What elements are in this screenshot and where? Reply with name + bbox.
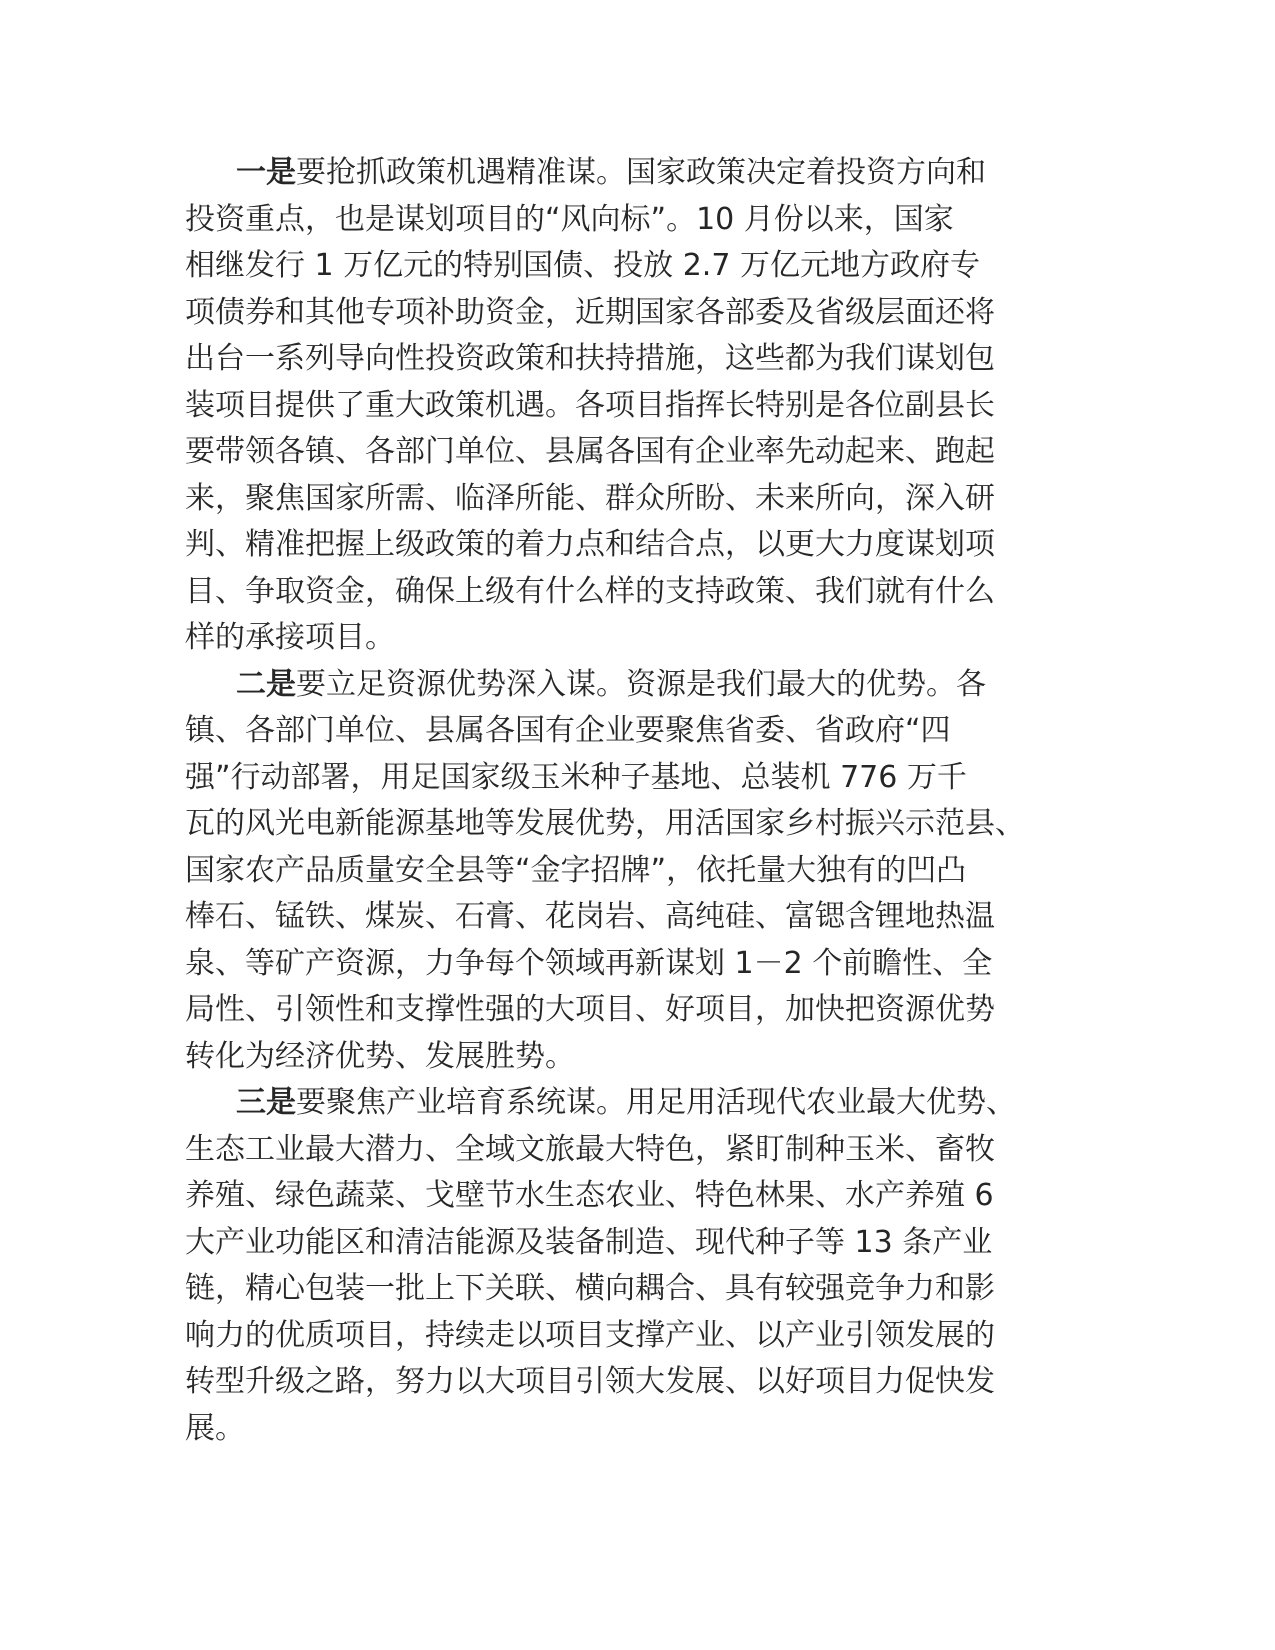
paragraph-line-text: 要抢抓政策机遇精准谋。国家政策决定着投资方向和	[296, 155, 986, 190]
paragraph-line: 目、争取资金，确保上级有什么样的支持政策、我们就有什么	[185, 573, 995, 609]
paragraph-line: 相继发行 1 万亿元的特别国债、投放 2.7 万亿元地方政府专	[185, 248, 980, 283]
document-body	[185, 150, 1085, 1452]
paragraph-lead: 二是	[236, 666, 296, 702]
paragraph-line: 投资重点，也是谋划项目的“风向标”。10 月份以来，国家	[185, 201, 954, 237]
paragraph-line: 响力的优质项目，持续走以项目支撑产业、以产业引领发展的	[185, 1317, 995, 1353]
paragraph-line: 强”行动部署，用足国家级玉米种子基地、总装机 776 万千	[185, 759, 967, 795]
paragraph-line: 要带领各镇、各部门单位、县属各国有企业率先动起来、跑起	[185, 434, 995, 469]
paragraph-line: 国家农产品质量安全县等“金字招牌”，依托量大独有的凹凸	[185, 852, 967, 888]
paragraph-line: 项债券和其他专项补助资金，近期国家各部委及省级层面还将	[185, 294, 995, 330]
paragraph-line: 生态工业最大潜力、全域文旅最大特色，紧盯制种玉米、畜牧	[185, 1131, 995, 1167]
paragraph-line: 棒石、锰铁、煤炭、石膏、花岗岩、高纯硅、富锶含锂地热温	[185, 899, 995, 934]
paragraph-line: 来，聚焦国家所需、临泽所能、群众所盼、未来所向，深入研	[185, 480, 995, 516]
paragraph-first-line	[185, 662, 1085, 709]
paragraph-2	[185, 662, 1085, 1081]
paragraph-line: 大产业功能区和清洁能源及装备制造、现代种子等 13 条产业	[185, 1224, 993, 1260]
paragraph-line: 链，精心包装一批上下关联、横向耦合、具有较强竞争力和影	[185, 1271, 995, 1306]
paragraph-lead: 一是	[236, 155, 296, 190]
paragraph-line-text: 要立足资源优势深入谋。资源是我们最大的优势。各	[296, 666, 986, 702]
paragraph-line-text: 要聚焦产业培育系统谋。用足用活现代农业最大优势、	[296, 1085, 1016, 1120]
paragraph-line: 装项目提供了重大政策机遇。各项目指挥长特别是各位副县长	[185, 387, 995, 423]
paragraph-line: 样的承接项目。	[185, 620, 395, 655]
paragraph-line: 瓦的风光电新能源基地等发展优势，用活国家乡村振兴示范县、	[185, 806, 1025, 841]
paragraph-1	[185, 150, 1085, 662]
paragraph-lead: 三是	[236, 1085, 296, 1120]
paragraph-3	[185, 1080, 1085, 1452]
paragraph-first-line	[185, 150, 1085, 197]
paragraph-line: 局性、引领性和支撑性强的大项目、好项目，加快把资源优势	[185, 992, 995, 1027]
paragraph-line: 泉、等矿产资源，力争每个领域再新谋划 1－2 个前瞻性、全	[185, 945, 993, 981]
paragraph-line: 出台一系列导向性投资政策和扶持措施，这些都为我们谋划包	[185, 341, 995, 376]
paragraph-line: 转型升级之路，努力以大项目引领大发展、以好项目力促快发	[185, 1364, 995, 1399]
paragraph-line: 转化为经济优势、发展胜势。	[185, 1038, 575, 1074]
paragraph-line: 判、精准把握上级政策的着力点和结合点，以更大力度谋划项	[185, 527, 995, 562]
paragraph-line: 镇、各部门单位、县属各国有企业要聚焦省委、省政府“四	[185, 713, 951, 748]
paragraph-line: 养殖、绿色蔬菜、戈壁节水生态农业、特色林果、水产养殖 6	[185, 1178, 994, 1213]
paragraph-line: 展。	[185, 1410, 245, 1446]
paragraph-first-line	[185, 1080, 1085, 1127]
